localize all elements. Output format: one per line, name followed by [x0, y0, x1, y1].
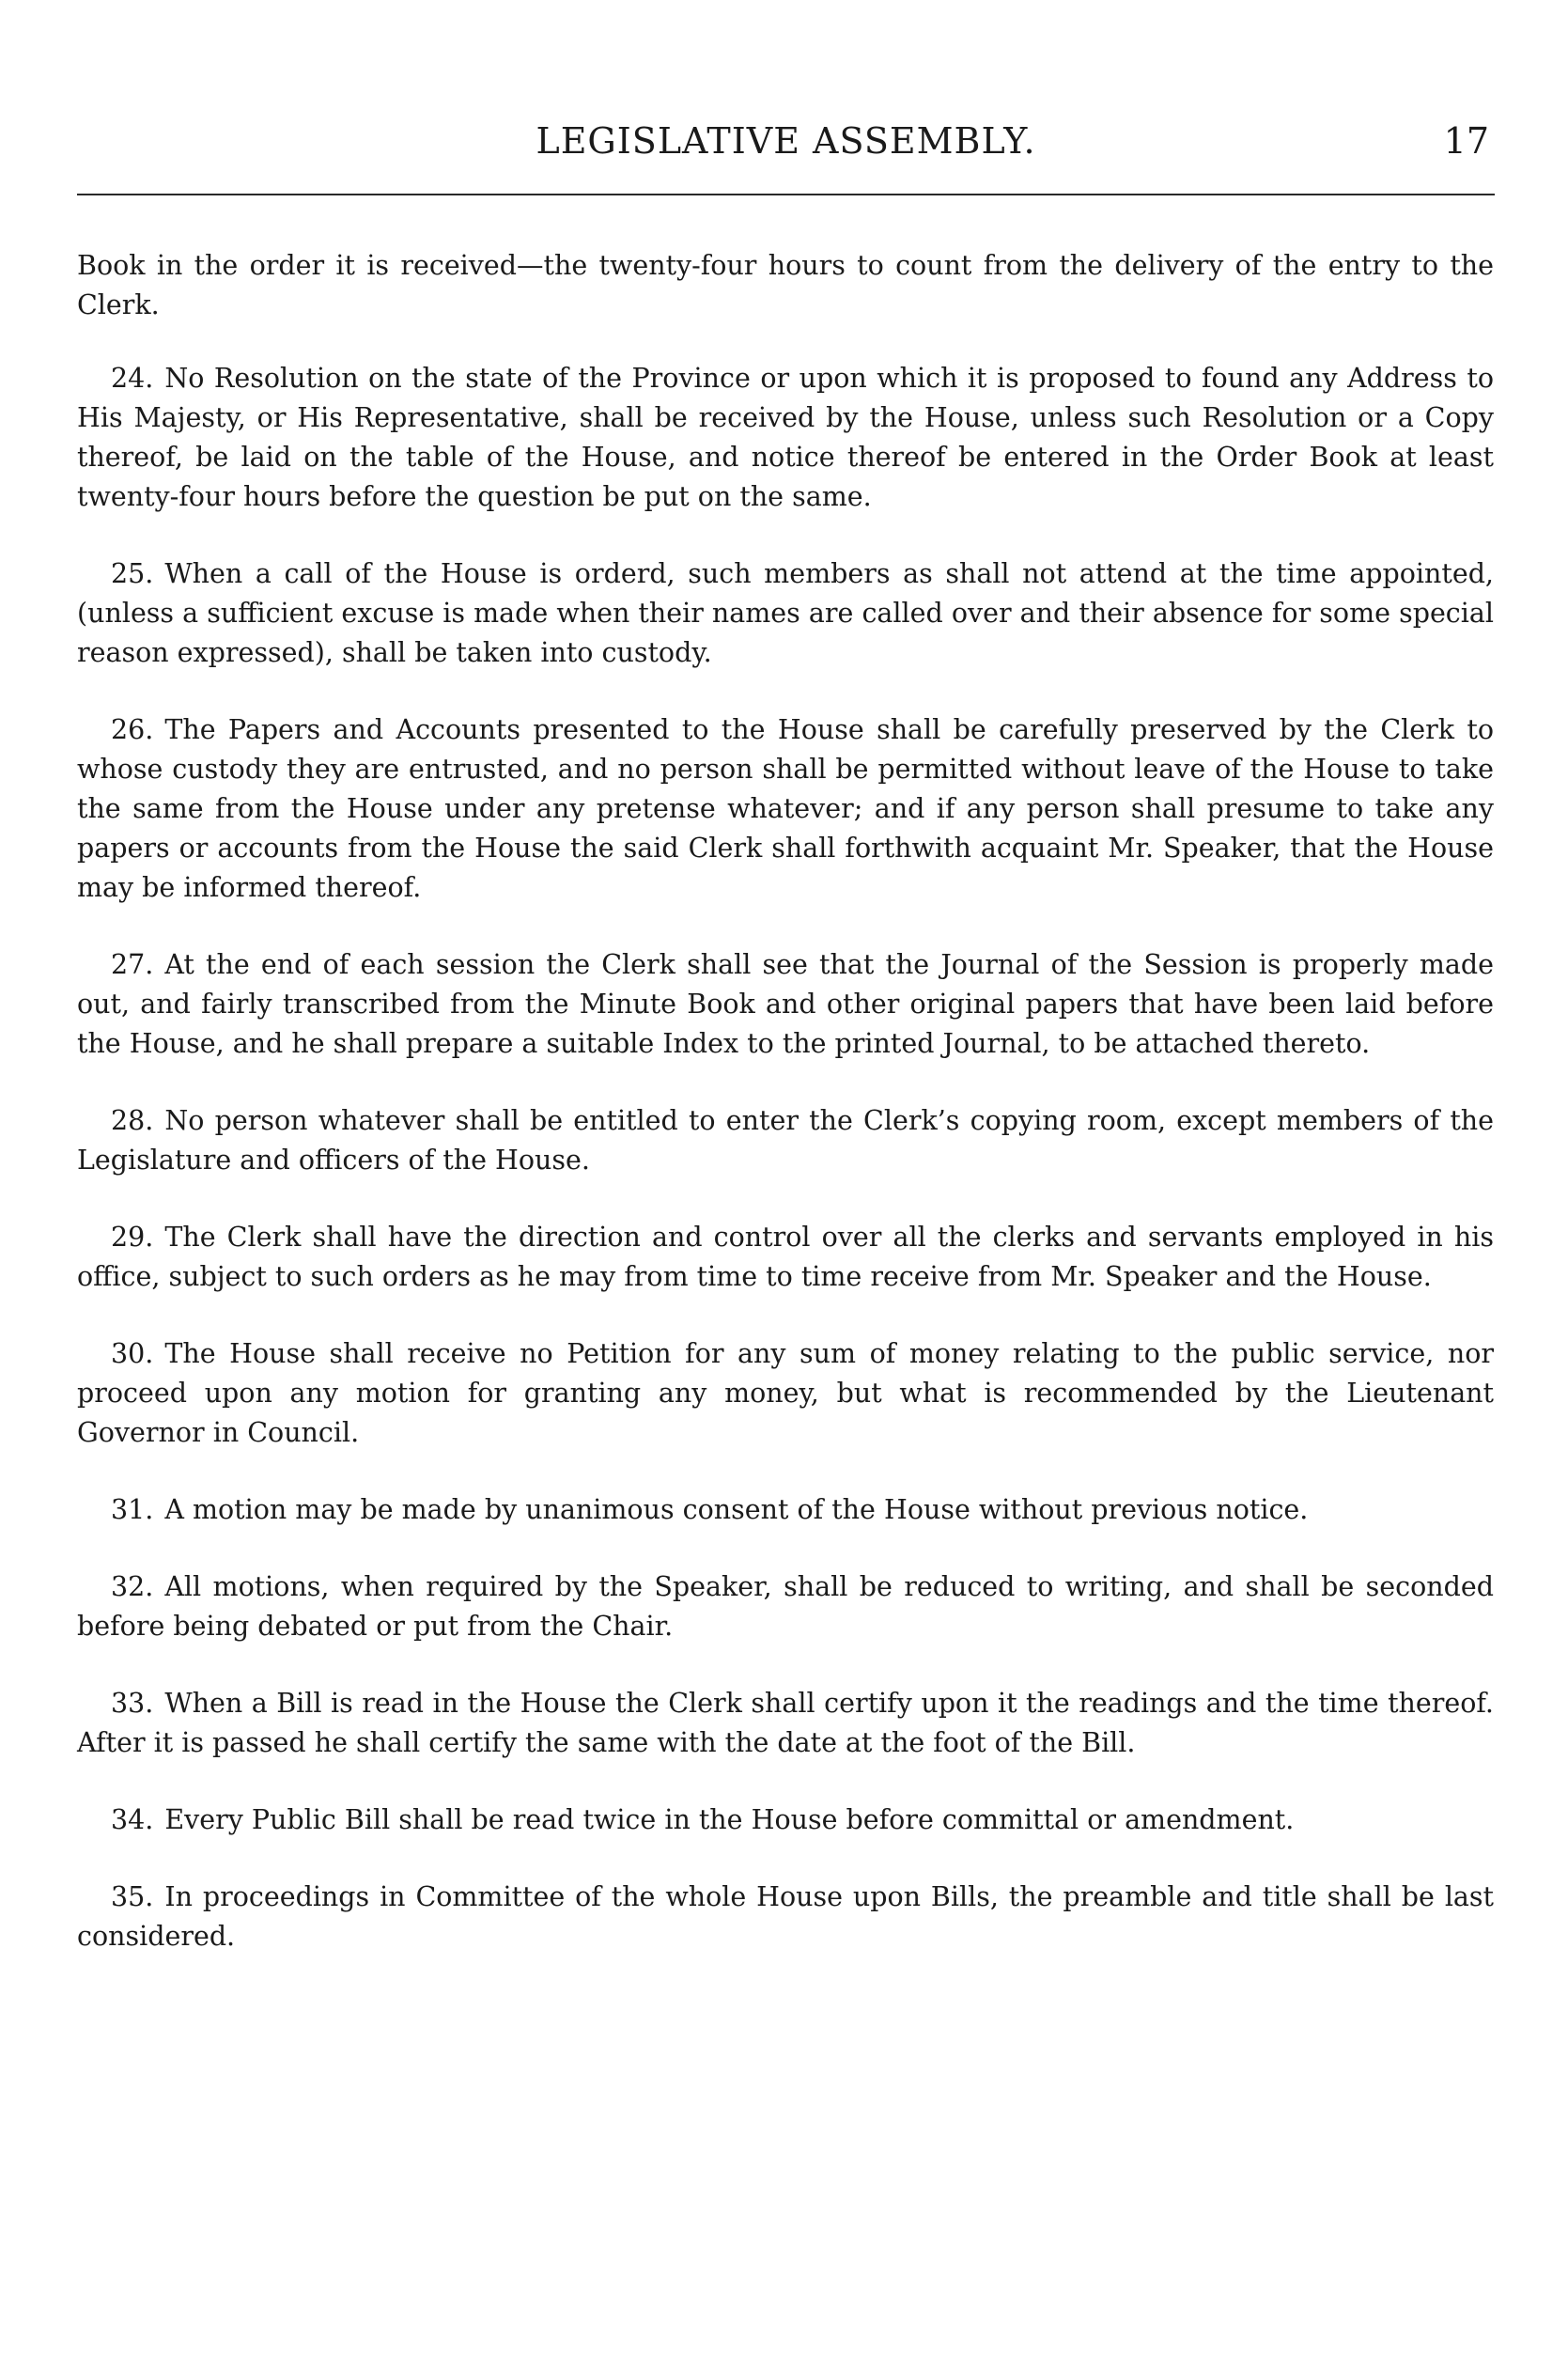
rule-text: In proceedings in Committee of the whole House upon Bills, the preamble and title shall be last considered.: [77, 1881, 1494, 1952]
rule-27: [77, 945, 1494, 1064]
rule-text: No person whatever shall be entitled to enter the Clerk’s copying room, except members of the Legislature and officers of the House.: [77, 1105, 1494, 1176]
rule-number: 27.: [111, 949, 154, 980]
body-text: [77, 246, 1494, 1994]
continuation-paragraph: Book in the order it is received—the twenty-four hours to count from the delivery of the entry to the Clerk.: [77, 250, 1494, 320]
rule-33: [77, 1684, 1494, 1763]
rule-24: [77, 359, 1494, 517]
rule-number: 30.: [111, 1338, 154, 1369]
rule-text: When a call of the House is orderd, such members as shall not attend at the time appointed, (unless a sufficient excuse is made when their names are called over and their absence for some special reason expressed), shall be taken into custody.: [77, 558, 1494, 668]
rule-number: 32.: [111, 1571, 154, 1602]
rule-29: [77, 1218, 1494, 1297]
rule-text: No Resolution on the state of the Province or upon which it is proposed to found any Address to His Majesty, or His Representative, shall be received by the House, unless such Resolution or a Copy thereof, be laid on the table of the House, and notice thereof be entered in the Order Book at least twenty-four hours before the question be put on the same.: [77, 363, 1494, 512]
rule-26: [77, 710, 1494, 908]
rule-25: [77, 554, 1494, 673]
rule-number: 31.: [111, 1494, 154, 1525]
rule-text: A motion may be made by unanimous consent of the House without previous notice.: [164, 1494, 1309, 1525]
rule-text: The Papers and Accounts presented to the House shall be carefully preserved by the Clerk to whose custody they are entrusted, and no person shall be permitted without leave of the House to take the same from the House under any pretense whatever; and if any person shall presume to take any papers or accounts from the House the said Clerk shall forthwith acquaint Mr. Speaker, that the House may be informed thereof.: [77, 714, 1494, 903]
rule-number: 34.: [111, 1804, 154, 1835]
rule-number: 35.: [111, 1881, 154, 1912]
rule-30: [77, 1334, 1494, 1453]
rule-number: 29.: [111, 1222, 154, 1253]
rule-text: The House shall receive no Petition for any sum of money relating to the public service, nor proceed upon any motion for granting any money, but what is recommended by the Lieutenant Governor in Council.: [77, 1338, 1494, 1448]
running-title: LEGISLATIVE ASSEMBLY.: [536, 120, 1036, 162]
rule-32: [77, 1567, 1494, 1646]
rule-number: 26.: [111, 714, 154, 745]
rule-number: 25.: [111, 558, 154, 589]
rule-text: The Clerk shall have the direction and control over all the clerks and servants employed in his office, subject to such orders as he may from time to time receive from Mr. Speaker and the House.: [77, 1222, 1494, 1292]
rule-number: 28.: [111, 1105, 154, 1136]
rule-number: 24.: [111, 363, 154, 394]
page-header: [77, 120, 1495, 169]
rule-28: [77, 1101, 1494, 1180]
rule-text: All motions, when required by the Speaker, shall be reduced to writing, and shall be seconded before being debated or put from the Chair.: [77, 1571, 1494, 1642]
rule-34: [77, 1800, 1494, 1840]
rule-text: At the end of each session the Clerk shall see that the Journal of the Session is properly made out, and fairly transcribed from the Minute Book and other original papers that have been laid before the House, and he shall prepare a suitable Index to the printed Journal, to be attached thereto.: [77, 949, 1494, 1059]
rule-text: When a Bill is read in the House the Clerk shall certify upon it the readings and the time thereof. After it is passed he shall certify the same with the date at the foot of the Bill.: [77, 1688, 1494, 1758]
rule-31: [77, 1490, 1494, 1530]
header-rule: [77, 194, 1495, 195]
rule-35: [77, 1878, 1494, 1956]
page-number: 17: [1443, 120, 1489, 162]
rule-number: 33.: [111, 1688, 154, 1719]
rule-text: Every Public Bill shall be read twice in the House before committal or amendment.: [164, 1804, 1295, 1835]
